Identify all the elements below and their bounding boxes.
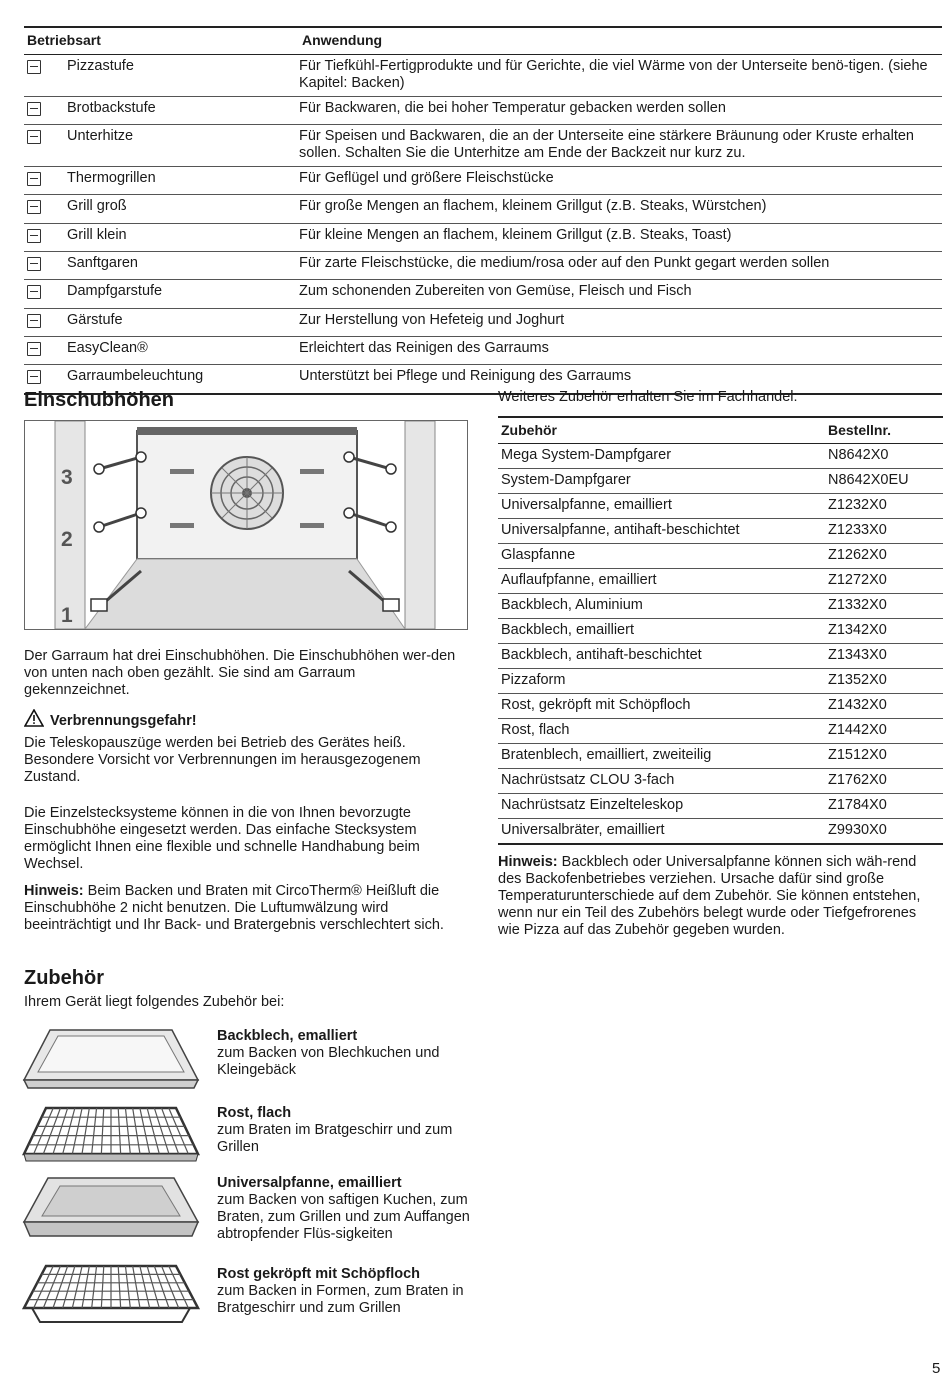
modes-header-use: Anwendung xyxy=(299,27,942,54)
accessory-name: Rost, flach xyxy=(498,718,825,743)
level-label-2: 2 xyxy=(61,528,73,551)
mode-icon-cell xyxy=(24,308,67,336)
mode-row xyxy=(24,124,942,166)
level-label-1: 1 xyxy=(61,604,73,627)
accessory-name: Nachrüstsatz Einzelteleskop xyxy=(498,793,825,818)
table-row xyxy=(498,593,943,618)
order-number: Z1762X0 xyxy=(825,768,943,793)
table-row xyxy=(498,818,943,844)
mode-use: Erleichtert das Reinigen des Garraums xyxy=(299,337,942,365)
weiteres-intro: Weiteres Zubehör erhalten Sie im Fachhandel: xyxy=(498,389,798,405)
bottom-heat-icon xyxy=(27,130,41,144)
table-row xyxy=(498,543,943,568)
stecksystem-paragraph: Die Einzelstecksysteme können in die von Ihnen bevorzugte Einschubhöhe eingesetzt werden. Das einfache Stecksystem ermöglicht Ihnen eine flexible und schnelle Handhabung beim Wechsel. xyxy=(24,805,420,872)
thermo-grill-icon xyxy=(27,172,41,186)
order-number: Z1442X0 xyxy=(825,718,943,743)
zubehoer-intro: Ihrem Gerät liegt folgendes Zubehör bei: xyxy=(24,994,285,1010)
mode-use: Für Geflügel und größere Fleischstücke xyxy=(299,166,942,194)
level-label-3: 3 xyxy=(61,466,73,489)
mode-name: Sanftgaren xyxy=(67,251,299,279)
accessory-title: Backblech, emalliert xyxy=(217,1028,358,1044)
order-number: N8642X0EU xyxy=(825,468,943,493)
mode-name: Unterhitze xyxy=(67,124,299,166)
grill-small-icon xyxy=(27,229,41,243)
mode-icon-cell xyxy=(24,166,67,194)
accessory-title: Rost gekröpft mit Schöpfloch xyxy=(217,1266,420,1282)
section-title-einschubhoehen: Einschubhöhen xyxy=(24,389,174,411)
accessory-cranked-rack xyxy=(217,1266,477,1317)
accessory-desc: zum Backen von Blechkuchen und Kleingebäck xyxy=(217,1045,440,1078)
accessory-name: Mega System-Dampfgarer xyxy=(498,443,825,468)
operating-modes-table xyxy=(24,26,942,395)
warning-body xyxy=(24,735,464,950)
order-number: Z9930X0 xyxy=(825,818,943,844)
accessory-name: Backblech, antihaft-beschichtet xyxy=(498,643,825,668)
order-number: Z1232X0 xyxy=(825,493,943,518)
acc-header-item: Zubehör xyxy=(498,417,825,443)
accessory-name: Auflaufpfanne, emailliert xyxy=(498,568,825,593)
table-row xyxy=(498,468,943,493)
table-row xyxy=(498,693,943,718)
mode-name: Gärstufe xyxy=(67,308,299,336)
table-row xyxy=(498,793,943,818)
mode-row xyxy=(24,195,942,223)
mode-icon-cell xyxy=(24,337,67,365)
warning-heading xyxy=(24,709,464,732)
mode-use: Für zarte Fleischstücke, die medium/rosa oder auf den Punkt gegart werden sollen xyxy=(299,251,942,279)
table-row xyxy=(498,743,943,768)
accessory-name: Bratenblech, emailliert, zweiteilig xyxy=(498,743,825,768)
mode-row xyxy=(24,96,942,124)
mode-row xyxy=(24,166,942,194)
lamp-icon xyxy=(27,370,41,384)
mode-use: Zum schonenden Zubereiten von Gemüse, Fleisch und Fisch xyxy=(299,280,942,308)
note-text: Beim Backen und Braten mit CircoTherm® Heißluft die Einschubhöhe 2 nicht benutzen. Die Luftumwälzung wird beeinträchtigt und Ihr Back- und Bratergebnis verschlechtert sich. xyxy=(24,883,444,933)
mode-row xyxy=(24,308,942,336)
modes-header-mode: Betriebsart xyxy=(24,27,299,54)
warning-text: Die Teleskopauszüge werden bei Betrieb des Gerätes heiß. Besondere Vorsicht vor Verbrennungen im herausgezogenem Zustand. xyxy=(24,735,421,785)
accessory-name: Backblech, emailliert xyxy=(498,618,825,643)
einschub-note xyxy=(24,883,464,934)
accessory-baking-tray xyxy=(217,1028,477,1079)
flat-rack-image xyxy=(22,1104,200,1164)
accessory-name: System-Dampfgarer xyxy=(498,468,825,493)
mode-icon-cell xyxy=(24,195,67,223)
order-number: Z1432X0 xyxy=(825,693,943,718)
order-number: Z1332X0 xyxy=(825,593,943,618)
mode-name: Garraumbeleuchtung xyxy=(67,365,299,394)
accessories-order-table xyxy=(498,416,943,845)
note-label: Hinweis: xyxy=(498,854,558,870)
mode-name: Grill klein xyxy=(67,223,299,251)
mode-row xyxy=(24,54,942,96)
proofing-icon xyxy=(27,314,41,328)
mode-name: Grill groß xyxy=(67,195,299,223)
easyclean-icon xyxy=(27,342,41,356)
baking-tray-image xyxy=(22,1026,200,1092)
mode-icon-cell xyxy=(24,251,67,279)
einschub-text-block xyxy=(24,648,464,715)
einschub-paragraph: Der Garraum hat drei Einschubhöhen. Die Einschubhöhen wer-den von unten nach oben gezählt. Sie sind am Garraum gekennzeichnet. xyxy=(24,648,456,698)
order-number: Z1342X0 xyxy=(825,618,943,643)
accessory-title: Rost, flach xyxy=(217,1105,292,1121)
accessory-name: Universalbräter, emailliert xyxy=(498,818,825,844)
accessory-universal-pan xyxy=(217,1175,477,1243)
mode-row xyxy=(24,280,942,308)
mode-icon-cell xyxy=(24,96,67,124)
accessory-title: Universalpfanne, emailliert xyxy=(217,1175,402,1191)
accessory-name: Universalpfanne, emailliert xyxy=(498,493,825,518)
mode-icon-cell xyxy=(24,54,67,96)
order-number: Z1272X0 xyxy=(825,568,943,593)
mode-name: EasyClean® xyxy=(67,337,299,365)
acc-header-number: Bestellnr. xyxy=(825,417,943,443)
table-row xyxy=(498,668,943,693)
bread-icon xyxy=(27,102,41,116)
section-title-zubehoer: Zubehör xyxy=(24,967,104,989)
mode-name: Pizzastufe xyxy=(67,54,299,96)
accessory-desc: zum Backen in Formen, zum Braten in Bratgeschirr und zum Grillen xyxy=(217,1283,464,1316)
mode-use: Unterstützt bei Pflege und Reinigung des Garraums xyxy=(299,365,942,394)
accessory-name: Universalpfanne, antihaft-beschichtet xyxy=(498,518,825,543)
accessory-name: Nachrüstsatz CLOU 3-fach xyxy=(498,768,825,793)
mode-use: Für große Mengen an flachem, kleinem Grillgut (z.B. Steaks, Würstchen) xyxy=(299,195,942,223)
order-number: N8642X0 xyxy=(825,443,943,468)
slow-cook-icon xyxy=(27,257,41,271)
order-number: Z1352X0 xyxy=(825,668,943,693)
note-label: Hinweis: xyxy=(24,883,84,899)
universal-pan-image xyxy=(22,1176,200,1238)
grill-large-icon xyxy=(27,200,41,214)
table-row xyxy=(498,568,943,593)
table-row xyxy=(498,443,943,468)
accessory-name: Pizzaform xyxy=(498,668,825,693)
order-number: Z1262X0 xyxy=(825,543,943,568)
table-row xyxy=(498,518,943,543)
accessory-name: Backblech, Aluminium xyxy=(498,593,825,618)
mode-use: Für Backwaren, die bei hoher Temperatur gebacken werden sollen xyxy=(299,96,942,124)
accessory-name: Glaspfanne xyxy=(498,543,825,568)
accessory-flat-rack xyxy=(217,1105,477,1156)
mode-row xyxy=(24,251,942,279)
mode-icon-cell xyxy=(24,280,67,308)
steam-icon xyxy=(27,285,41,299)
order-number: Z1233X0 xyxy=(825,518,943,543)
warning-icon xyxy=(24,709,44,732)
note-text: Backblech oder Universalpfanne können sich wäh-rend des Backofenbetriebes verziehen. Ursache dafür sind große Temperaturunterschiede auf dem Zubehör. Sie können entstehen, wenn nur ein Teil des Zubehörs belegt wurde oder Tiefgefrorenes wie Pizza auf das Zubehör gegeben wurden. xyxy=(498,854,921,938)
table-row xyxy=(498,493,943,518)
accessory-desc: zum Backen von saftigen Kuchen, zum Braten, zum Grillen und zum Auffangen abtropfender Flüs-sigkeiten xyxy=(217,1192,470,1242)
accessory-name: Rost, gekröpft mit Schöpfloch xyxy=(498,693,825,718)
mode-use: Für kleine Mengen an flachem, kleinem Grillgut (z.B. Steaks, Toast) xyxy=(299,223,942,251)
oven-rack-levels-illustration xyxy=(24,420,468,630)
table-row xyxy=(498,618,943,643)
mode-name: Brotbackstufe xyxy=(67,96,299,124)
accessory-desc: zum Braten im Bratgeschirr und zum Grillen xyxy=(217,1122,453,1155)
order-number: Z1512X0 xyxy=(825,743,943,768)
oven-interior-drawing xyxy=(25,421,467,629)
mode-name: Dampfgarstufe xyxy=(67,280,299,308)
table-row xyxy=(498,768,943,793)
mode-use: Für Speisen und Backwaren, die an der Unterseite eine stärkere Bräunung oder Kruste erhalten sollen. Schalten Sie die Unterhitze am Ende der Backzeit nur kurz zu. xyxy=(299,124,942,166)
order-number: Z1343X0 xyxy=(825,643,943,668)
mode-use: Zur Herstellung von Hefeteig und Joghurt xyxy=(299,308,942,336)
table-row xyxy=(498,718,943,743)
weiteres-note xyxy=(498,854,933,939)
mode-name: Thermogrillen xyxy=(67,166,299,194)
table-row xyxy=(498,643,943,668)
cranked-rack-image xyxy=(22,1264,200,1326)
mode-row xyxy=(24,337,942,365)
warning-title: Verbrennungsgefahr! xyxy=(50,713,197,729)
pizza-icon xyxy=(27,60,41,74)
order-number: Z1784X0 xyxy=(825,793,943,818)
mode-icon-cell xyxy=(24,223,67,251)
mode-row xyxy=(24,223,942,251)
page-number: 5 xyxy=(932,1360,941,1377)
mode-use: Für Tiefkühl-Fertigprodukte und für Gerichte, die viel Wärme von der Unterseite benö-tigen. (siehe Kapitel: Backen) xyxy=(299,54,942,96)
mode-icon-cell xyxy=(24,124,67,166)
